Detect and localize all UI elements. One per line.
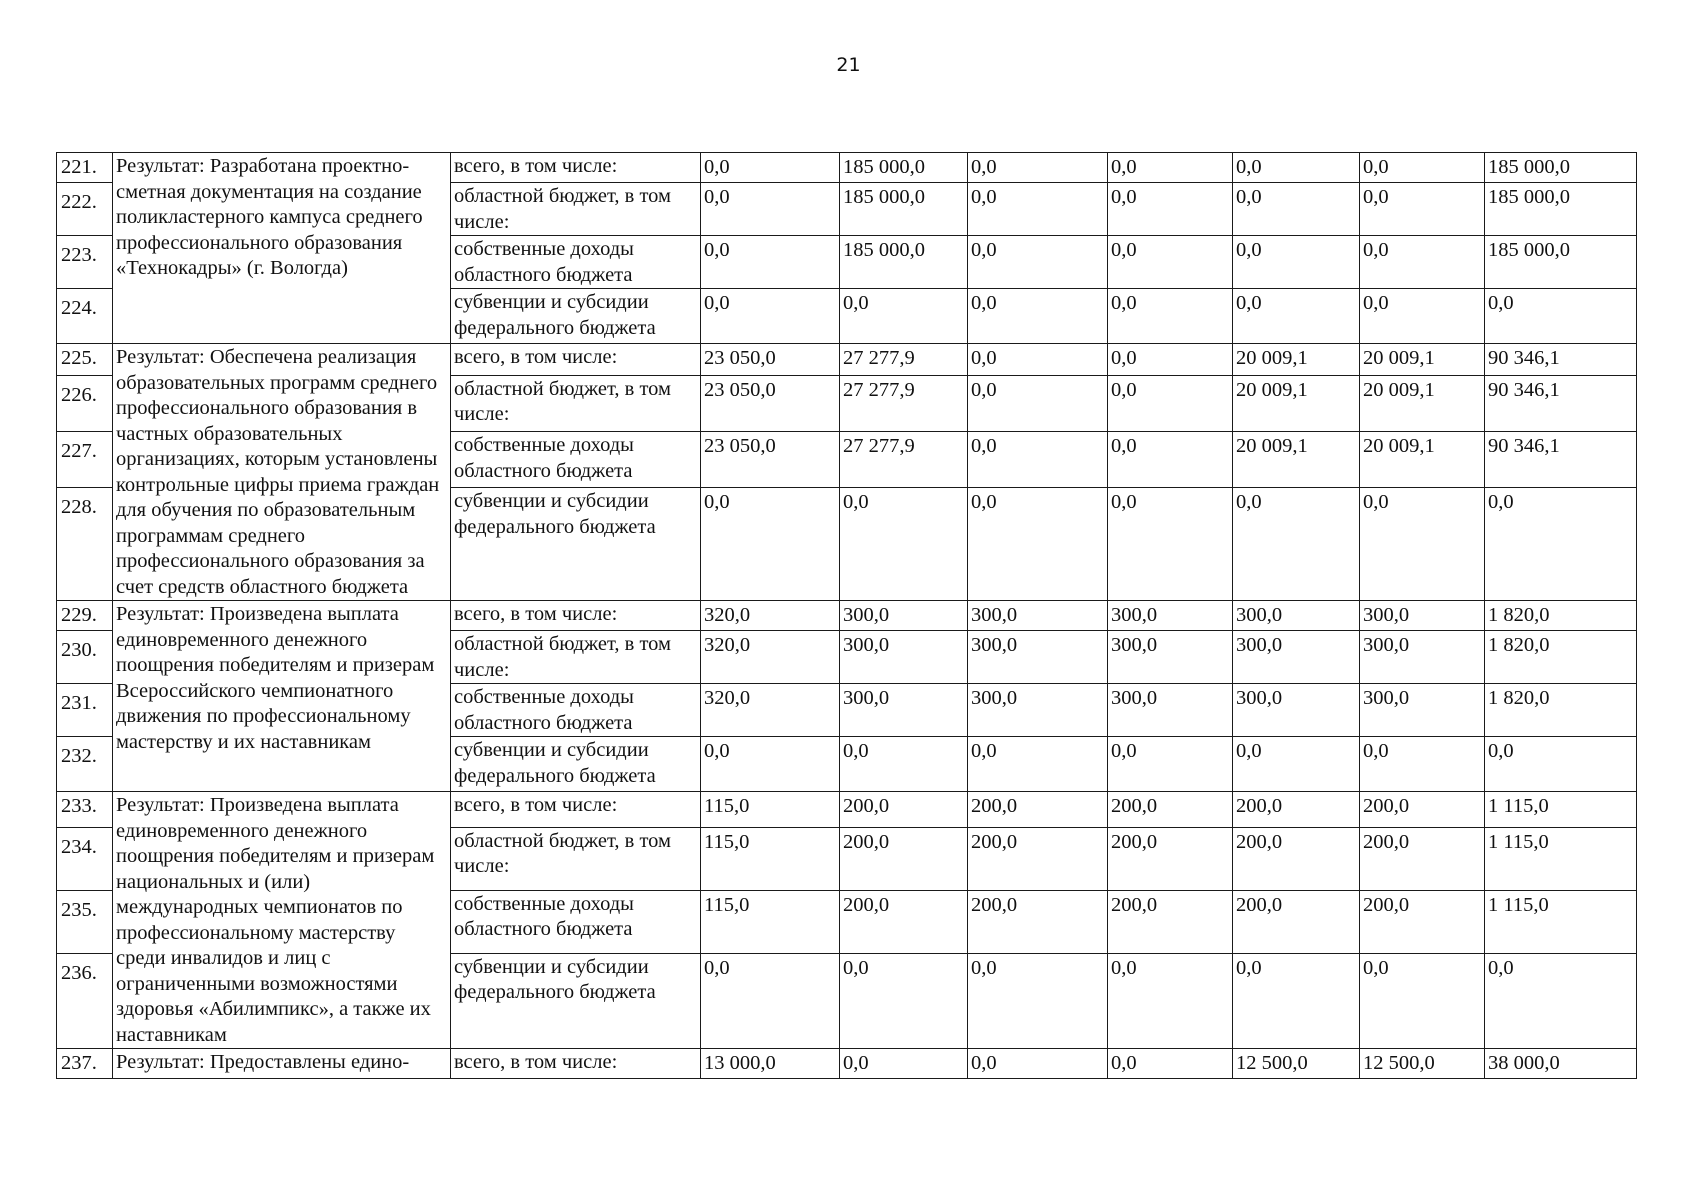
row-number: 222. <box>57 183 113 236</box>
amount-value: 200,0 <box>968 792 1108 828</box>
funding-source: субвенции и субсидии федерального бюджета <box>451 488 701 601</box>
total-value: 1 820,0 <box>1485 684 1637 737</box>
table-body <box>57 153 1637 1079</box>
amount-value: 200,0 <box>1108 792 1233 828</box>
amount-value: 0,0 <box>968 344 1108 376</box>
amount-value: 320,0 <box>701 684 840 737</box>
funding-source: всего, в том числе: <box>451 601 701 631</box>
amount-value: 23 050,0 <box>701 375 840 431</box>
funding-source: всего, в том числе: <box>451 1049 701 1079</box>
row-number: 232. <box>57 737 113 792</box>
result-description: Результат: Разработана проектно-сметная документация на создание поликластерного кампуса среднего профессионального образования «Технокадры» (г. Вологда) <box>113 153 451 344</box>
amount-value: 200,0 <box>1108 890 1233 953</box>
amount-value: 20 009,1 <box>1233 432 1360 488</box>
amount-value: 27 277,9 <box>840 344 968 376</box>
amount-value: 300,0 <box>1108 631 1233 684</box>
row-number: 227. <box>57 432 113 488</box>
amount-value: 0,0 <box>1233 737 1360 792</box>
amount-value: 200,0 <box>1108 827 1233 890</box>
total-value: 90 346,1 <box>1485 375 1637 431</box>
result-description: Результат: Произведена выплата единовременного денежного поощрения победителям и призерам Всероссийского чемпионатного движения по профессиональному мастерству и их наставникам <box>113 601 451 792</box>
total-value: 38 000,0 <box>1485 1049 1637 1079</box>
amount-value: 320,0 <box>701 601 840 631</box>
total-value: 1 115,0 <box>1485 827 1637 890</box>
amount-value: 300,0 <box>1233 684 1360 737</box>
amount-value: 0,0 <box>1108 183 1233 236</box>
amount-value: 0,0 <box>1360 289 1485 344</box>
amount-value: 0,0 <box>968 183 1108 236</box>
amount-value: 0,0 <box>840 737 968 792</box>
amount-value: 0,0 <box>1108 344 1233 376</box>
amount-value: 300,0 <box>1233 631 1360 684</box>
amount-value: 0,0 <box>968 1049 1108 1079</box>
amount-value: 200,0 <box>840 792 968 828</box>
amount-value: 0,0 <box>968 737 1108 792</box>
amount-value: 20 009,1 <box>1360 375 1485 431</box>
amount-value: 200,0 <box>840 890 968 953</box>
result-description: Результат: Произведена выплата единовременного денежного поощрения победителям и призерам национальных и (или) международных чемпионатов по профессиональному мастерству среди инвалидов и лиц с ограниченными возможностями здоровья «Абилимпикс», а также их наставникам <box>113 792 451 1049</box>
row-number: 223. <box>57 236 113 289</box>
row-number: 233. <box>57 792 113 828</box>
row-number: 231. <box>57 684 113 737</box>
amount-value: 23 050,0 <box>701 432 840 488</box>
funding-source: всего, в том числе: <box>451 792 701 828</box>
page-number: 21 <box>836 54 861 76</box>
amount-value: 0,0 <box>1108 375 1233 431</box>
amount-value: 300,0 <box>840 601 968 631</box>
amount-value: 300,0 <box>1108 601 1233 631</box>
amount-value: 0,0 <box>1360 153 1485 183</box>
amount-value: 0,0 <box>1233 183 1360 236</box>
row-number: 228. <box>57 488 113 601</box>
amount-value: 0,0 <box>1108 432 1233 488</box>
amount-value: 0,0 <box>840 488 968 601</box>
amount-value: 0,0 <box>1108 953 1233 1048</box>
funding-source: всего, в том числе: <box>451 344 701 376</box>
amount-value: 0,0 <box>968 289 1108 344</box>
amount-value: 115,0 <box>701 792 840 828</box>
funding-source: областной бюджет, в том числе: <box>451 183 701 236</box>
amount-value: 0,0 <box>1108 289 1233 344</box>
amount-value: 300,0 <box>968 601 1108 631</box>
amount-value: 0,0 <box>1108 153 1233 183</box>
amount-value: 0,0 <box>1108 236 1233 289</box>
amount-value: 300,0 <box>1108 684 1233 737</box>
funding-source: субвенции и субсидии федерального бюджета <box>451 953 701 1048</box>
funding-source: собственные доходы областного бюджета <box>451 684 701 737</box>
amount-value: 300,0 <box>1360 601 1485 631</box>
row-number: 225. <box>57 344 113 376</box>
funding-source: всего, в том числе: <box>451 153 701 183</box>
amount-value: 13 000,0 <box>701 1049 840 1079</box>
amount-value: 320,0 <box>701 631 840 684</box>
amount-value: 200,0 <box>1233 792 1360 828</box>
amount-value: 0,0 <box>968 375 1108 431</box>
table-row <box>57 153 1637 183</box>
funding-source: собственные доходы областного бюджета <box>451 236 701 289</box>
amount-value: 115,0 <box>701 827 840 890</box>
table-row <box>57 1049 1637 1079</box>
amount-value: 0,0 <box>840 289 968 344</box>
table-row <box>57 601 1637 631</box>
amount-value: 0,0 <box>840 953 968 1048</box>
amount-value: 0,0 <box>701 953 840 1048</box>
amount-value: 0,0 <box>1360 737 1485 792</box>
amount-value: 0,0 <box>1233 289 1360 344</box>
amount-value: 0,0 <box>1233 488 1360 601</box>
result-description: Результат: Обеспечена реализация образовательных программ среднего профессионального образования в частных образовательных организациях, которым установлены контрольные цифры приема граждан для обучения по образовательным программам среднего профессионального образования за счет средств областного бюджета <box>113 344 451 601</box>
total-value: 90 346,1 <box>1485 432 1637 488</box>
total-value: 185 000,0 <box>1485 153 1637 183</box>
total-value: 1 820,0 <box>1485 631 1637 684</box>
total-value: 185 000,0 <box>1485 236 1637 289</box>
funding-source: субвенции и субсидии федерального бюджета <box>451 737 701 792</box>
funding-source: областной бюджет, в том числе: <box>451 827 701 890</box>
amount-value: 300,0 <box>840 631 968 684</box>
amount-value: 300,0 <box>1360 631 1485 684</box>
amount-value: 200,0 <box>1233 890 1360 953</box>
amount-value: 300,0 <box>968 684 1108 737</box>
total-value: 185 000,0 <box>1485 183 1637 236</box>
amount-value: 20 009,1 <box>1360 432 1485 488</box>
amount-value: 0,0 <box>701 153 840 183</box>
amount-value: 185 000,0 <box>840 236 968 289</box>
amount-value: 23 050,0 <box>701 344 840 376</box>
funding-source: собственные доходы областного бюджета <box>451 432 701 488</box>
total-value: 0,0 <box>1485 289 1637 344</box>
amount-value: 0,0 <box>1360 488 1485 601</box>
amount-value: 0,0 <box>1360 236 1485 289</box>
amount-value: 185 000,0 <box>840 183 968 236</box>
funding-source: областной бюджет, в том числе: <box>451 631 701 684</box>
amount-value: 300,0 <box>968 631 1108 684</box>
budget-table <box>56 152 1637 1079</box>
row-number: 237. <box>57 1049 113 1079</box>
amount-value: 300,0 <box>1233 601 1360 631</box>
total-value: 0,0 <box>1485 737 1637 792</box>
amount-value: 0,0 <box>1233 153 1360 183</box>
amount-value: 200,0 <box>1233 827 1360 890</box>
amount-value: 12 500,0 <box>1360 1049 1485 1079</box>
amount-value: 300,0 <box>840 684 968 737</box>
total-value: 1 115,0 <box>1485 792 1637 828</box>
amount-value: 0,0 <box>1233 236 1360 289</box>
table-row <box>57 792 1637 828</box>
amount-value: 0,0 <box>1108 737 1233 792</box>
amount-value: 0,0 <box>968 953 1108 1048</box>
row-number: 235. <box>57 890 113 953</box>
amount-value: 0,0 <box>968 432 1108 488</box>
amount-value: 0,0 <box>968 488 1108 601</box>
row-number: 230. <box>57 631 113 684</box>
amount-value: 0,0 <box>701 183 840 236</box>
table-row <box>57 344 1637 376</box>
amount-value: 0,0 <box>968 236 1108 289</box>
row-number: 234. <box>57 827 113 890</box>
amount-value: 0,0 <box>701 289 840 344</box>
amount-value: 200,0 <box>968 890 1108 953</box>
amount-value: 0,0 <box>1233 953 1360 1048</box>
amount-value: 0,0 <box>1108 1049 1233 1079</box>
amount-value: 0,0 <box>701 488 840 601</box>
total-value: 1 115,0 <box>1485 890 1637 953</box>
amount-value: 300,0 <box>1360 684 1485 737</box>
total-value: 1 820,0 <box>1485 601 1637 631</box>
funding-source: собственные доходы областного бюджета <box>451 890 701 953</box>
funding-source: областной бюджет, в том числе: <box>451 375 701 431</box>
total-value: 0,0 <box>1485 953 1637 1048</box>
amount-value: 0,0 <box>1108 488 1233 601</box>
amount-value: 0,0 <box>1360 183 1485 236</box>
total-value: 0,0 <box>1485 488 1637 601</box>
amount-value: 0,0 <box>701 236 840 289</box>
amount-value: 0,0 <box>840 1049 968 1079</box>
amount-value: 0,0 <box>968 153 1108 183</box>
row-number: 224. <box>57 289 113 344</box>
total-value: 90 346,1 <box>1485 344 1637 376</box>
amount-value: 200,0 <box>840 827 968 890</box>
row-number: 226. <box>57 375 113 431</box>
row-number: 236. <box>57 953 113 1048</box>
amount-value: 115,0 <box>701 890 840 953</box>
amount-value: 27 277,9 <box>840 432 968 488</box>
amount-value: 0,0 <box>1360 953 1485 1048</box>
row-number: 221. <box>57 153 113 183</box>
amount-value: 200,0 <box>1360 792 1485 828</box>
amount-value: 200,0 <box>1360 890 1485 953</box>
amount-value: 20 009,1 <box>1233 344 1360 376</box>
amount-value: 200,0 <box>968 827 1108 890</box>
amount-value: 20 009,1 <box>1233 375 1360 431</box>
amount-value: 20 009,1 <box>1360 344 1485 376</box>
amount-value: 27 277,9 <box>840 375 968 431</box>
amount-value: 0,0 <box>701 737 840 792</box>
amount-value: 200,0 <box>1360 827 1485 890</box>
funding-source: субвенции и субсидии федерального бюджета <box>451 289 701 344</box>
result-description: Результат: Предоставлены едино- <box>113 1049 451 1079</box>
row-number: 229. <box>57 601 113 631</box>
amount-value: 12 500,0 <box>1233 1049 1360 1079</box>
amount-value: 185 000,0 <box>840 153 968 183</box>
